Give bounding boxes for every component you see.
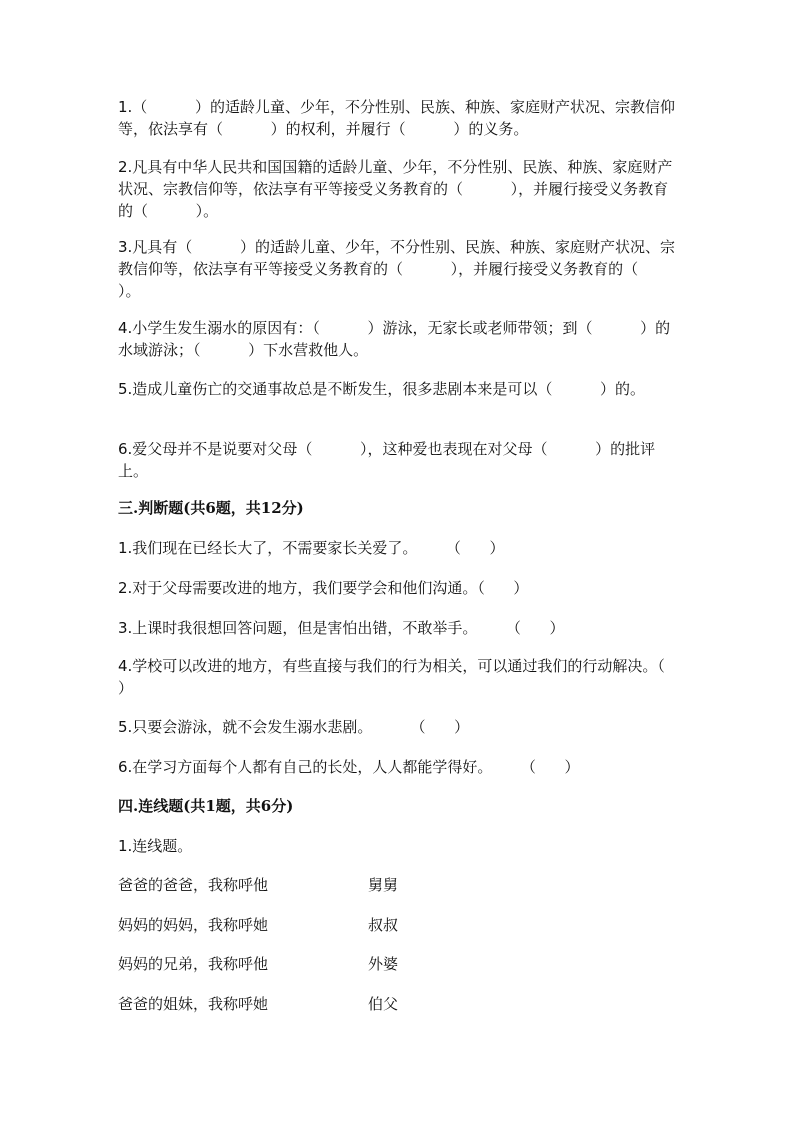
judgement-question-3: 3.上课时我很想回答问题，但是害怕出错，不敢举手。 （ ）: [118, 619, 565, 637]
fill-blank-question-6: 6.爱父母并不是说要对父母（ ），这种爱也表现在对父母（ ）的批评上。: [118, 440, 656, 480]
matching-right-item-1: 舅舅: [368, 876, 399, 894]
matching-right-item-2: 叔叔: [368, 916, 399, 934]
matching-right-item-3: 外婆: [368, 955, 399, 973]
matching-left-item-3: 妈妈的兄弟，我称呼他: [118, 955, 269, 973]
matching-left-item-4: 爸爸的姐妹，我称呼她: [118, 995, 269, 1013]
matching-left-item-2: 妈妈的妈妈，我称呼她: [118, 916, 269, 934]
matching-right-item-4: 伯父: [368, 995, 399, 1013]
fill-blank-question-2: 2.凡具有中华人民共和国国籍的适龄儿童、少年，不分性别、民族、种族、家庭财产状况、宗教信仰等，依法享有平等接受义务教育的（ ），并履行接受义务教育的（ ）。: [118, 158, 673, 220]
judgement-question-4: 4.学校可以改进的地方，有些直接与我们的行为相关，可以通过我们的行动解决。（ ）: [118, 657, 694, 697]
fill-blank-question-5: 5.造成儿童伤亡的交通事故总是不断发生，很多悲剧本来是可以（ ）的。: [118, 380, 645, 398]
fill-blank-question-1: 1.（ ）的适龄儿童、少年，不分性别、民族、种族、家庭财产状况、宗教信仰等，依法享有（ ）的权利，并履行（ ）的义务。: [118, 98, 675, 138]
section-heading-matching: 四.连线题(共1题，共6分): [118, 797, 294, 815]
judgement-question-1: 1.我们现在已经长大了，不需要家长关爱了。 （ ）: [118, 539, 505, 557]
fill-blank-question-4: 4.小学生发生溺水的原因有：（ ）游泳，无家长或老师带领；到（ ）的水域游泳；（ ）下水营救他人。: [118, 319, 671, 359]
judgement-question-6: 6.在学习方面每个人都有自己的长处，人人都能学得好。 （ ）: [118, 758, 580, 776]
fill-blank-question-3: 3.凡具有（ ）的适龄儿童、少年，不分性别、民族、种族、家庭财产状况、宗教信仰等，依法享有平等接受义务教育的（ ），并履行接受义务教育的（ ）。: [118, 238, 686, 300]
judgement-question-5: 5.只要会游泳，就不会发生溺水悲剧。 （ ）: [118, 718, 470, 736]
matching-left-item-1: 爸爸的爸爸，我称呼他: [118, 876, 269, 894]
matching-question-title: 1.连线题。: [118, 837, 193, 855]
judgement-question-2: 2.对于父母需要改进的地方，我们要学会和他们沟通。（ ）: [118, 579, 529, 597]
section-heading-judgement: 三.判断题(共6题，共12分): [118, 499, 304, 517]
